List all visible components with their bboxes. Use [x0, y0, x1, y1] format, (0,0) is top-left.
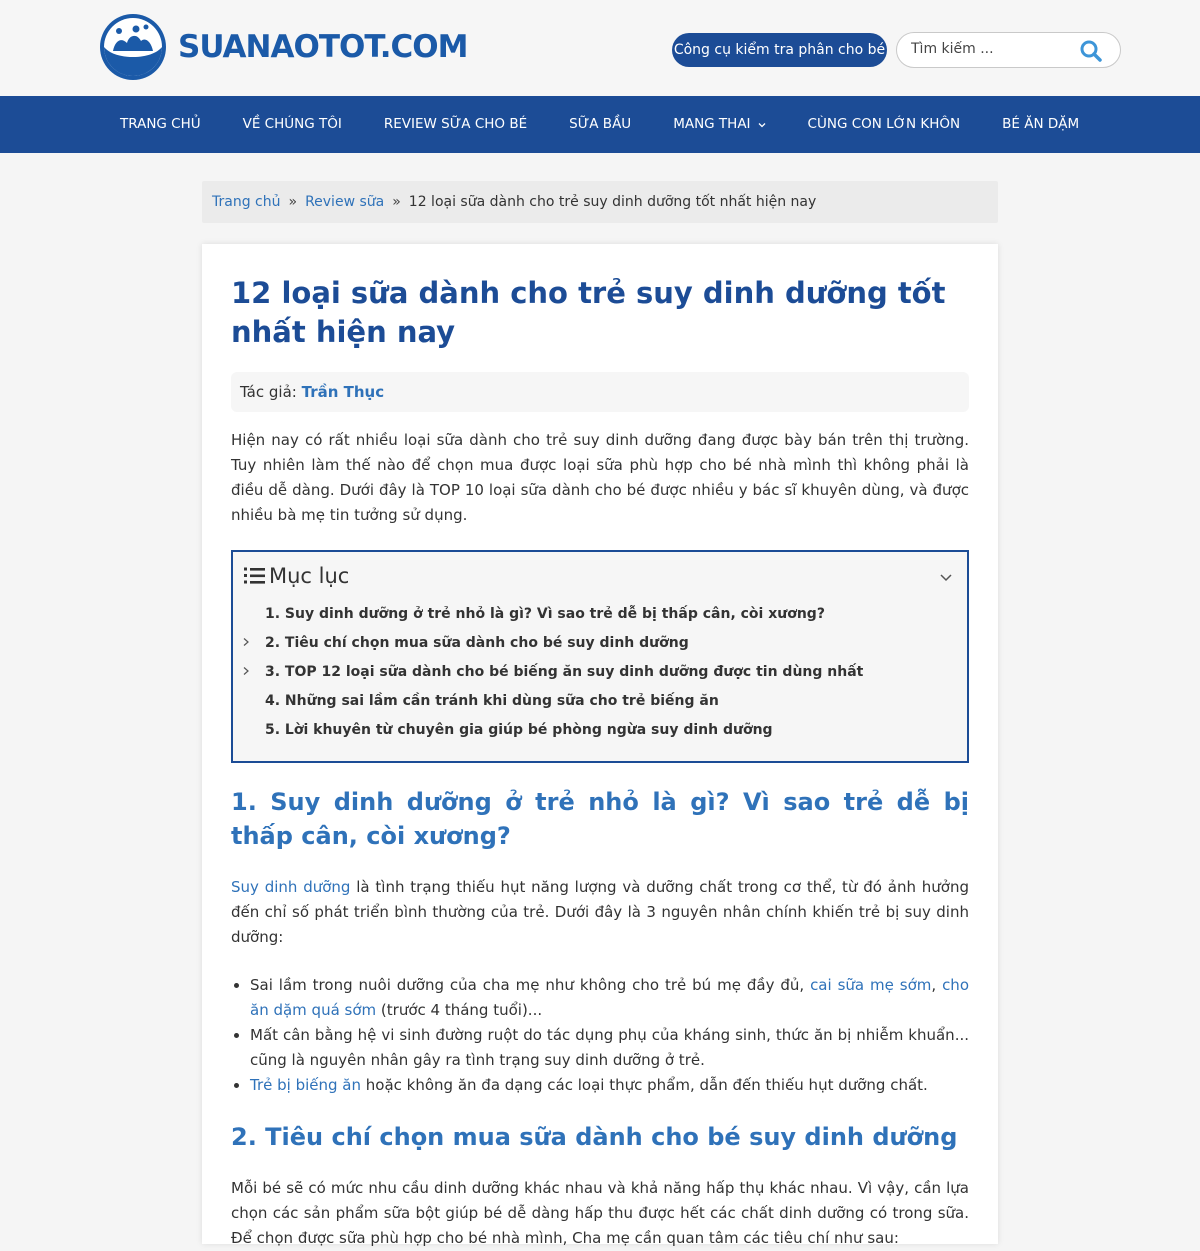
toc-item-label: 4. Những sai lầm cần tránh khi dùng sữa cho trẻ biếng ăn	[265, 693, 719, 709]
site-header	[0, 0, 1200, 96]
nav-item-pregnancy[interactable]	[652, 96, 786, 153]
picky-eater-link[interactable]: Trẻ bị biếng ăn	[250, 1076, 361, 1094]
section-1-heading: 1. Suy dinh dưỡng ở trẻ nhỏ là gì? Vì sao trẻ dễ bị thấp cân, còi xương?	[231, 788, 969, 850]
breadcrumb-home-link[interactable]: Trang chủ	[212, 194, 281, 210]
nav-item-about[interactable]	[222, 96, 363, 153]
chevron-down-icon	[758, 121, 766, 129]
article-title: 12 loại sữa dành cho trẻ suy dinh dưỡng tốt nhất hiện nay	[231, 276, 946, 349]
malnutrition-link[interactable]: Suy dinh dưỡng	[231, 878, 351, 896]
toc-item[interactable]	[233, 662, 967, 691]
toc-item[interactable]	[233, 720, 967, 749]
nav-label: SỮA BẦU	[569, 116, 632, 132]
nav-item-grow-with-child[interactable]	[787, 96, 982, 153]
logo-text[interactable]: SUANAOTOT.COM	[178, 29, 468, 65]
list-item-text: Sai lầm trong nuôi dưỡng của cha mẹ như không cho trẻ bú mẹ đầy đủ,	[250, 976, 811, 994]
site-logo[interactable]	[99, 13, 468, 81]
nav-label: TRANG CHỦ	[120, 116, 201, 132]
early-weaning-link[interactable]: cai sữa mẹ sớm	[810, 976, 932, 994]
list-item-text: ,	[931, 976, 943, 994]
section-2-intro: Mỗi bé sẽ có mức nhu cầu dinh dưỡng khác nhau và khả năng hấp thụ khác nhau. Vì vậy, cần lựa chọn các sản phẩm sữa bột giúp bé dễ dàng hấp thu được hết các chất dinh dưỡng có trong sữa. Để chọn được sữa phù hợp cho bé nhà mình, Cha mẹ cần quan tâm các tiêu chí như sau:	[231, 1179, 969, 1247]
list-item	[250, 1023, 969, 1073]
article-card	[202, 244, 998, 1247]
causes-list	[231, 973, 969, 1098]
main-nav	[0, 96, 1200, 153]
nav-item-weaning[interactable]	[981, 96, 1100, 153]
toc-item-label: 5. Lời khuyên từ chuyên gia giúp bé phòng ngừa suy dinh dưỡng	[265, 722, 773, 738]
nav-item-review[interactable]	[363, 96, 548, 153]
breadcrumb-separator: »	[392, 194, 401, 210]
list-item-text: Mất cân bằng hệ vi sinh đường ruột do tác dụng phụ của kháng sinh, thức ăn bị nhiễm khuẩn... cũng là nguyên nhân gây ra tình trạng suy dinh dưỡng ở trẻ.	[250, 1026, 969, 1069]
toc-title: Mục lục	[269, 564, 350, 588]
early-solids-link[interactable]: cho ăn dặm quá sớm	[250, 976, 969, 1019]
breadcrumb-separator: »	[288, 194, 298, 210]
toc-list	[233, 604, 967, 749]
nav-label: CÙNG CON LỚN KHÔN	[807, 116, 961, 132]
numbered-list-icon	[243, 565, 265, 587]
nav-label: BÉ ĂN DẶM	[1002, 116, 1080, 132]
search-box	[896, 32, 1121, 68]
nav-label: MANG THAI	[673, 116, 751, 132]
list-item-text: hoặc không ăn đa dạng các loại thực phẩm, dẫn đến thiếu hụt dưỡng chất.	[361, 1076, 928, 1094]
toc-item-label: 2. Tiêu chí chọn mua sữa dành cho bé suy dinh dưỡng	[265, 635, 689, 651]
milk-splash-logo-icon	[99, 13, 167, 81]
search-icon[interactable]	[1080, 40, 1102, 62]
toc-header[interactable]	[243, 564, 349, 588]
nav-label: REVIEW SỮA CHO BÉ	[383, 116, 528, 132]
toc-item-label: 1. Suy dinh dưỡng ở trẻ nhỏ là gì? Vì sao trẻ dễ bị thấp cân, còi xương?	[265, 606, 825, 622]
list-item-text: (trước 4 tháng tuổi)...	[376, 1001, 543, 1019]
table-of-contents	[231, 550, 969, 763]
article-intro: Hiện nay có rất nhiều loại sữa dành cho trẻ suy dinh dưỡng đang được bày bán trên thị trường. Tuy nhiên làm thế nào để chọn mua được loại sữa phù hợp cho bé nhà mình thì không phải là điều dễ dàng. Dưới đây là TOP 10 loại sữa dành cho bé được nhiều y bác sĩ khuyên dùng, và được nhiều bà mẹ tin tưởng sử dụng.	[231, 431, 969, 524]
toc-item-label: 3. TOP 12 loại sữa dành cho bé biếng ăn suy dinh dưỡng được tin dùng nhất	[265, 664, 864, 680]
nav-item-pregnancy-milk[interactable]	[548, 96, 652, 153]
list-item	[250, 973, 969, 1023]
author-link[interactable]: Trần Thục	[301, 383, 385, 401]
search-input[interactable]	[911, 41, 1071, 57]
nav-item-home[interactable]	[99, 96, 222, 153]
stool-check-tool-button[interactable]: Công cụ kiểm tra phân cho bé	[672, 33, 887, 67]
list-item	[250, 1073, 969, 1098]
breadcrumb-current: 12 loại sữa dành cho trẻ suy dinh dưỡng tốt nhất hiện nay	[408, 194, 817, 210]
nav-label: VỀ CHÚNG TÔI	[242, 116, 342, 132]
section-1-intro	[231, 875, 969, 950]
chevron-right-icon[interactable]	[241, 637, 251, 647]
breadcrumb	[202, 181, 998, 223]
section-1-intro-text: là tình trạng thiếu hụt năng lượng và dưỡng chất trong cơ thể, từ đó ảnh hưởng đến chỉ số phát triển bình thường của trẻ. Dưới đây là 3 nguyên nhân chính khiến trẻ bị suy dinh dưỡng:	[231, 878, 969, 946]
toc-item[interactable]	[233, 691, 967, 720]
chevron-down-icon[interactable]	[939, 570, 953, 584]
section-2-heading: 2. Tiêu chí chọn mua sữa dành cho bé suy dinh dưỡng	[231, 1123, 958, 1151]
author-label: Tác giả:	[240, 383, 297, 401]
breadcrumb-category-link[interactable]: Review sữa	[305, 194, 385, 210]
chevron-right-icon[interactable]	[241, 666, 251, 676]
toc-item[interactable]	[233, 604, 967, 633]
author-box	[231, 372, 969, 412]
toc-item[interactable]	[233, 633, 967, 662]
